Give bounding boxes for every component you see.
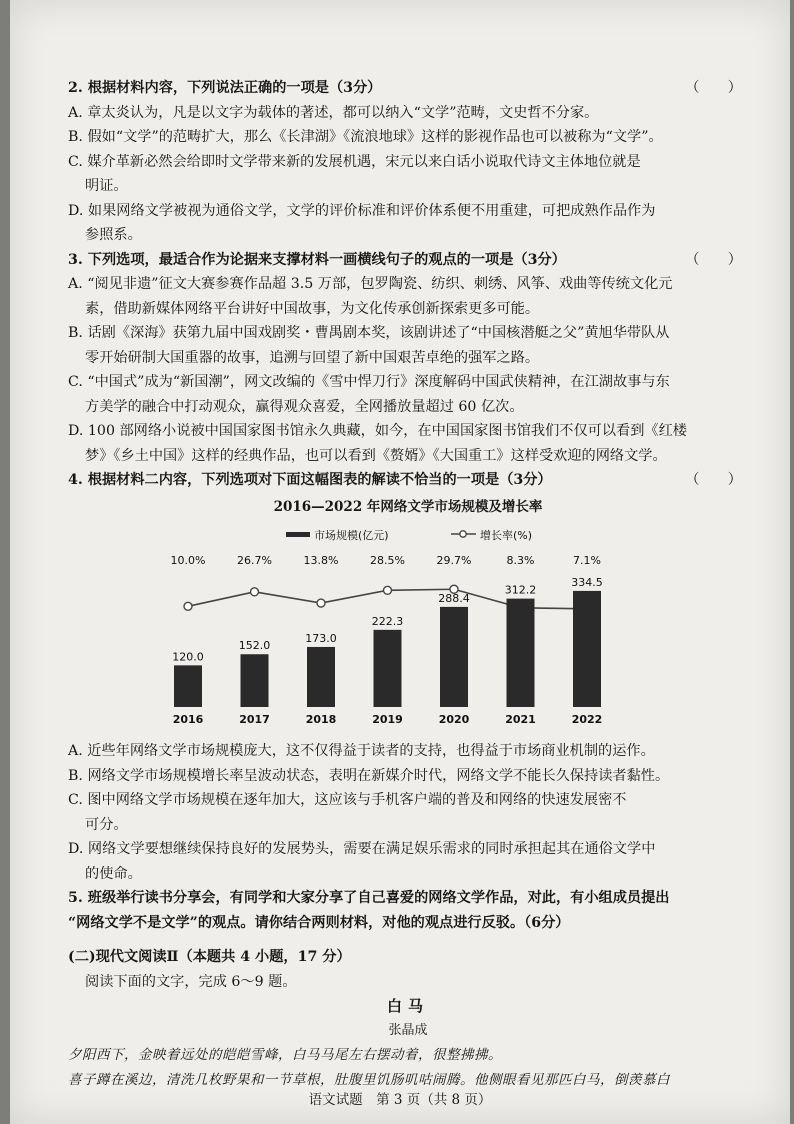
question-4-stem: 4. 根据材料二内容，下列选项对下面这幅图表的解读不恰当的一项是（3分） (68, 472, 552, 488)
market-size-bar (174, 665, 202, 707)
option-d: D. 100 部网络小说被中国国家图书馆永久典藏，如今，在中国国家图书馆我们不仅可以看到《红楼 (68, 423, 687, 439)
option-b: B. 话剧《深海》获第九届中国戏剧奖・曹禺剧本奖，该剧讲述了“中国核潜艇之父”黄旭华带队从 (68, 325, 670, 341)
question-5 (68, 886, 748, 935)
market-size-label: 222.3 (371, 614, 404, 628)
year-tick-label: 2019 (372, 713, 403, 726)
option-c: C. “中国式”成为“新国潮”，网文改编的《雪中悍刀行》深度解码中国武侠精神，在江湖故事与东 (68, 374, 670, 390)
year-tick-label: 2022 (571, 713, 603, 726)
year-tick-label: 2016 (172, 713, 204, 726)
answer-paren: （ ） (685, 472, 742, 488)
option-c: C. 图中网络文学市场规模在逐年加大，这应该与手机客户端的普及和网络的快速发展密不 (68, 792, 627, 808)
question-2 (68, 76, 748, 248)
market-size-bar (307, 647, 335, 707)
market-size-bar (374, 630, 402, 707)
growth-rate-label: 8.3% (506, 554, 535, 567)
option-d-cont: 梦》《乡土中国》这样的经典作品，也可以看到《赘婿》《大国重工》这样受欢迎的网络文学。 (85, 447, 667, 464)
growth-rate-label: 10.0% (170, 554, 206, 567)
legend-label: 市场规模(亿元) (314, 529, 389, 542)
section-instruction: 阅读下面的文字，完成 6～9 题。 (85, 973, 297, 990)
growth-rate-label: 7.1% (573, 554, 601, 567)
growth-rate-point (251, 588, 259, 596)
question-3-stem: 3. 下列选项，最适合作为论据来支撑材料一画横线句子的观点的一项是（3分） (68, 251, 566, 268)
growth-rate-point (317, 599, 325, 607)
market-size-label: 173.0 (305, 631, 337, 645)
market-size-bar (573, 591, 601, 707)
option-c: C. 媒介革新必然会给即时文学带来新的发展机遇，宋元以来白话小说取代诗文主体地位就是 (68, 153, 641, 170)
market-size-label: 288.4 (438, 591, 470, 605)
exam-page (10, 0, 790, 1124)
passage-title: 白马 (386, 997, 429, 1015)
growth-rate-point (184, 602, 192, 610)
growth-rate-label: 26.7% (237, 554, 272, 567)
market-size-bar (507, 599, 535, 707)
market-size-label: 120.0 (172, 650, 204, 664)
growth-rate-label: 28.5% (370, 554, 405, 567)
market-size-label: 312.2 (504, 583, 537, 597)
option-d-cont: 参照系。 (85, 227, 142, 243)
market-size-label: 152.0 (238, 639, 271, 653)
market-size-bar (241, 654, 269, 707)
growth-rate-label: 13.8% (303, 554, 339, 567)
option-d-cont: 的使命。 (85, 865, 142, 882)
question-5-stem-cont: “网络文学不是文学”的观点。请你结合两则材料，对他的观点进行反驳。（6分） (68, 914, 570, 931)
year-tick-label: 2018 (305, 713, 337, 726)
option-c-cont: 方美学的融合中打动观众，赢得观众喜爱，全网播放量超过 60 亿次。 (85, 398, 524, 415)
option-b-cont: 零开始研制大国重器的故事，追溯与回望了新中国艰苦卓绝的强军之路。 (85, 349, 540, 366)
page-content (68, 76, 748, 1092)
question-2-stem: 2. 根据材料内容，下列说法正确的一项是（3分） (68, 80, 382, 96)
chart-svg (68, 519, 748, 739)
option-a: A. 近些年网络文学市场规模庞大，这不仅得益于读者的支持，也得益于市场商业机制的运作。 (68, 743, 655, 759)
option-c-cont: 可分。 (85, 816, 128, 833)
answer-paren: （ ） (685, 80, 742, 96)
growth-rate-label: 29.7% (436, 554, 472, 567)
question-4 (68, 468, 748, 886)
option-a-cont: 素，借助新媒体网络平台讲好中国故事，为文化传承创新探索更多可能。 (85, 300, 540, 317)
option-b: B. 网络文学市场规模增长率呈波动状态，表明在新媒介时代，网络文学不能长久保持读者黏性。 (68, 767, 670, 784)
question-5-stem: 5. 班级举行读书分享会，有同学和大家分享了自己喜爱的网络文学作品，对此，有小组成员提出 (68, 890, 670, 906)
passage-paragraph: 夕阳西下，金映着远处的皑皑雪峰，白马马尾左右摆动着，很整拂拂。 (68, 1047, 502, 1063)
legend-bar-swatch (286, 532, 310, 537)
year-tick-label: 2017 (239, 713, 270, 726)
year-tick-label: 2020 (438, 713, 470, 726)
legend-line-marker (460, 531, 466, 537)
option-a: A. 章太炎认为，凡是以文字为载体的著述，都可以纳入“文学”范畴，文史哲不分家。 (68, 104, 599, 121)
question-3 (68, 248, 748, 469)
option-c-cont: 明证。 (85, 178, 128, 194)
section-heading: (二)现代文阅读Ⅱ（本题共 4 小题，17 分） (68, 949, 351, 965)
market-size-bar (440, 607, 468, 707)
option-b: B. 假如“文学”的范畴扩大，那么《长津湖》《流浪地球》这样的影视作品也可以被称为“文学”。 (68, 129, 663, 145)
year-tick-label: 2021 (505, 713, 536, 726)
option-a: A. “阅见非遗”征文大赛参赛作品超 3.5 万部，包罗陶瓷、纺织、刺绣、风筝、戏曲等传统文化元 (68, 276, 673, 292)
option-d: D. 如果网络文学被视为通俗文学，文学的评价标准和评价体系便不用重建，可把成熟作品作为 (68, 202, 656, 219)
passage-paragraph: 喜子蹲在溪边，清洗几枚野果和一节草根，肚腹里饥肠叽咕闹腾。他侧眼看见那匹白马，倒羡慕白 (68, 1071, 670, 1088)
growth-rate-point (384, 586, 392, 594)
answer-paren: （ ） (685, 251, 742, 268)
page-footer: 语文试题 第 3 页（共 8 页） (308, 1092, 492, 1108)
passage-author: 张晶成 (388, 1022, 428, 1038)
chart (68, 519, 748, 739)
option-d: D. 网络文学要想继续保持良好的发展势头，需要在满足娱乐需求的同时承担起其在通俗文学中 (68, 841, 656, 857)
chart-title: 2016—2022 年网络文学市场规模及增长率 (273, 498, 543, 515)
market-size-label: 334.5 (571, 575, 603, 589)
legend-label: 增长率(%) (480, 529, 533, 542)
